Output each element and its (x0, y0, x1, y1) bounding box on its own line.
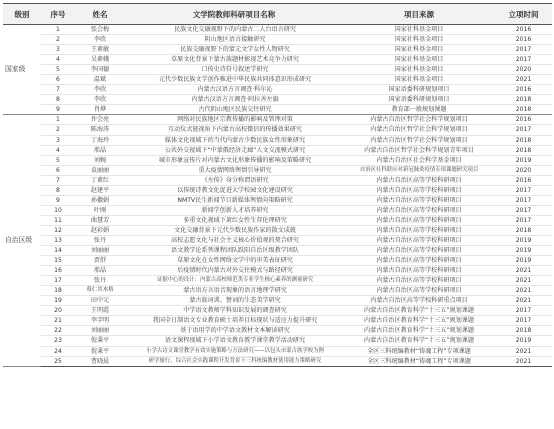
number-cell: 4 (41, 145, 75, 155)
project-source-cell: 内蒙古自治区教育科学“十三五”规划课题 (343, 306, 495, 316)
year-cell: 2019 (495, 235, 552, 245)
name-cell: 肖烨 (75, 105, 125, 115)
project-source-cell: 国家社科基金项目 (343, 25, 495, 35)
project-source-cell: 内蒙古自治区高等学校科研项目 (343, 175, 495, 185)
project-title-cell: 城市形象宣传片对内蒙古文化形象传播的影响及策略研究 (125, 155, 343, 165)
name-cell: 曹晓晨 (75, 356, 125, 366)
number-cell: 4 (41, 55, 75, 65)
project-source-cell: 内蒙古自治区高等学校科研项目 (343, 195, 495, 205)
table-row (3, 135, 552, 145)
project-title-cell: 语文教学论系列课程团队跃阳自治区级教学团队 (125, 246, 343, 256)
project-title-cell: 多重文化视域下萧红女性生存伦理研究 (125, 215, 343, 225)
project-title-cell: 重大疫情网络舆情引导研究 (125, 165, 343, 175)
project-source-cell: 教育部一般规划课题 (343, 105, 495, 115)
research-projects-table (3, 3, 552, 367)
header-project-title: 文学院教师科研项目名称 (125, 4, 343, 25)
number-cell: 21 (41, 316, 75, 326)
number-cell: 6 (41, 75, 75, 85)
project-title-cell: 我国全日制语文专业教育硕士培养目标现状与适应力提升研究 (125, 316, 343, 326)
year-cell: 2016 (495, 35, 552, 45)
header-level: 级别 (3, 4, 41, 25)
number-cell: 19 (41, 296, 75, 306)
number-cell: 8 (41, 185, 75, 195)
project-source-cell: 国家社科基金项目 (343, 75, 495, 85)
name-cell: 曲慧芳 (75, 215, 125, 225)
number-cell: 22 (41, 326, 75, 336)
project-source-cell: 内蒙古自治区高等学校科研项目 (343, 215, 495, 225)
year-cell: 2017 (495, 205, 552, 215)
project-source-cell: 内蒙古自治区高等学校科研重点项目 (343, 296, 495, 306)
table-row (3, 75, 552, 85)
name-cell: 张丹 (75, 235, 125, 245)
year-cell: 2018 (495, 135, 552, 145)
project-title-cell: 口传史诗符号叙述学研究 (125, 65, 343, 75)
year-cell: 2017 (495, 45, 552, 55)
name-cell: 邢晶 (75, 266, 125, 276)
number-cell: 20 (41, 306, 75, 316)
project-source-cell: 国家社科基金项目 (343, 45, 495, 55)
name-cell: 丁素红 (75, 175, 125, 185)
table-row (3, 25, 552, 35)
name-cell: 赵建平 (75, 185, 125, 195)
table-header-row (3, 4, 552, 25)
year-cell: 2016 (495, 85, 552, 95)
name-cell: 孙徽娟 (75, 195, 125, 205)
number-cell: 1 (41, 25, 75, 35)
year-cell: 2018 (495, 326, 552, 336)
table-row (3, 205, 552, 215)
year-cell: 2017 (495, 306, 552, 316)
project-title-cell: 新闻学创新人才培养研究 (125, 205, 343, 215)
project-source-cell: 国家社科基金项目 (343, 35, 495, 45)
project-source-cell: 国家语委科研规划项目 (343, 85, 495, 95)
name-cell: 李国德 (75, 65, 125, 75)
year-cell: 2021 (495, 75, 552, 85)
table-row (3, 316, 552, 326)
table-row (3, 95, 552, 105)
year-cell: 2018 (495, 105, 552, 115)
project-title-cell: 蒙古族诃训、赞词的生态美学研究 (125, 296, 343, 306)
project-title-cell: 蒙古语方言语音现象的语言地理学研究 (125, 286, 343, 296)
project-title-cell: 阴山地区语言接触研究 (125, 35, 343, 45)
project-title-cell: 草原文化在女性网络文学中的审美表征研究 (125, 256, 343, 266)
project-source-cell: 内蒙古自治区高等学校科研项目 (343, 185, 495, 195)
year-cell: 2019 (495, 256, 552, 266)
level-cell: 国家级 (3, 25, 41, 115)
year-cell: 2018 (495, 145, 552, 155)
project-title-cell: 互动仪式链视角下内蒙古高校微信的传播效果研究 (125, 125, 343, 135)
name-cell: 田中元 (75, 296, 125, 306)
name-cell: 刘丽丽 (75, 246, 125, 256)
table-row (3, 326, 552, 336)
year-cell: 2019 (495, 246, 552, 256)
table-row (3, 246, 552, 256)
project-source-cell: 国家社科基金项目 (343, 65, 495, 75)
header-year: 立项时间 (495, 4, 552, 25)
year-cell: 2017 (495, 215, 552, 225)
table-row (3, 306, 552, 316)
number-cell: 14 (41, 246, 75, 256)
project-title-cell: 元代少数民族文学创作推进中华民族共同体意识形成研究 (125, 75, 343, 85)
table-row (3, 125, 552, 135)
project-title-cell: 研学旅行、综合社会实践课程开发背景下三科统编教材使用能力策略研究 (125, 356, 343, 366)
table-body (3, 25, 552, 367)
year-cell: 2019 (495, 336, 552, 346)
year-cell: 2021 (495, 266, 552, 276)
name-cell: 袁丽丽 (75, 165, 125, 175)
number-cell: 3 (41, 45, 75, 55)
table-row (3, 296, 552, 306)
project-title-cell: 民族文化交融视野下的内蒙古二人台语言研究 (125, 25, 343, 35)
year-cell: 2017 (495, 185, 552, 195)
number-cell: 18 (41, 286, 75, 296)
table-row (3, 145, 552, 155)
table-row (3, 346, 552, 356)
year-cell: 2018 (495, 95, 552, 105)
name-cell: 倪秉平 (75, 346, 125, 356)
name-cell: 王素敏 (75, 45, 125, 55)
project-title-cell: 公共外交视域下“中蒙俄经济走廊”人文交流模式研究 (125, 145, 343, 155)
project-source-cell: 内蒙古自治区高等学校科研项目 (343, 256, 495, 266)
year-cell: 2021 (495, 346, 552, 356)
project-title-cell: 基于语用学的中学语文教材文本解读研究 (125, 326, 343, 336)
name-cell: 张会梅 (75, 25, 125, 35)
year-cell: 2016 (495, 115, 552, 125)
number-cell: 5 (41, 155, 75, 165)
number-cell: 23 (41, 336, 75, 346)
project-title-cell: 高校志愿文化与社会主义核心价值观的契合研究 (125, 235, 343, 245)
year-cell: 2017 (495, 125, 552, 135)
project-source-cell: 国家语委科研规划项目 (343, 95, 495, 105)
project-source-cell: 内蒙古自治区高等学校科研项目 (343, 246, 495, 256)
name-cell: 丁海玲 (75, 135, 125, 145)
project-source-cell: 内蒙古自治区高等学校科研项目 (343, 235, 495, 245)
name-cell: 陈海涛 (75, 125, 125, 135)
project-source-cell: 全区三科统编教材“铸魂工程”专项课题 (343, 346, 495, 356)
project-title-cell: 民族交融视野下的蒙元文学女性人物研究 (125, 45, 343, 55)
name-cell: 王明霞 (75, 306, 125, 316)
project-source-cell: 内蒙古自治区教育科学“十三五”规划课题 (343, 316, 495, 326)
project-source-cell: 内蒙古自治区高等学校科研项目 (343, 286, 495, 296)
year-cell: 2021 (495, 286, 552, 296)
name-cell: 蔡仁其木格 (75, 286, 125, 296)
table-row (3, 45, 552, 55)
project-title-cell: 文化交融背景下元代少数民族作家的散文成就 (125, 225, 343, 235)
name-cell: 倪秉平 (75, 336, 125, 346)
number-cell: 6 (41, 165, 75, 175)
table-row (3, 235, 552, 245)
name-cell: 李欣 (75, 35, 125, 45)
header-number: 序号 (41, 4, 75, 25)
table-row (3, 155, 552, 165)
name-cell: 李字明 (75, 316, 125, 326)
year-cell: 2021 (495, 276, 552, 286)
project-source-cell: 内蒙古自治区高等学校科研项目 (343, 205, 495, 215)
number-cell: 11 (41, 215, 75, 225)
name-cell: 温斌 (75, 75, 125, 85)
table-row (3, 105, 552, 115)
number-cell: 7 (41, 175, 75, 185)
name-cell: 吴素娥 (75, 55, 125, 65)
project-source-cell: 内蒙古自治区社会科学基金项目 (343, 155, 495, 165)
project-table-container (3, 3, 552, 367)
number-cell: 13 (41, 235, 75, 245)
name-cell: 张丹 (75, 276, 125, 286)
table-row (3, 195, 552, 205)
table-row (3, 55, 552, 65)
year-cell: 2017 (495, 195, 552, 205)
year-cell: 2016 (495, 25, 552, 35)
project-source-cell: 内蒙古自治区高等学校科研项目 (343, 276, 495, 286)
table-row (3, 256, 552, 266)
name-cell: 李欣 (75, 95, 125, 105)
table-row (3, 266, 552, 276)
project-title-cell: 《左传》身分称谓语研究 (125, 175, 343, 185)
number-cell: 10 (41, 205, 75, 215)
project-source-cell: 内蒙古自治区高等学校科研项目 (343, 225, 495, 235)
number-cell: 24 (41, 346, 75, 356)
name-cell: 李欣 (75, 85, 125, 95)
year-cell: 2021 (495, 356, 552, 366)
table-row (3, 225, 552, 235)
name-cell: 刘婉 (75, 155, 125, 165)
project-source-cell: 内蒙古自治区教育科学“十三五”规划课题 (343, 326, 495, 336)
project-title-cell: 小学古诗文课堂教学有效实施策略与方法研究——以包头市蒙古族学校为例 (125, 346, 343, 356)
project-title-cell: 以传统诗教文化促进大学校园文化建设研究 (125, 185, 343, 195)
project-title-cell: 媒体文化视域下的当代内蒙古少数民族女性形象研究 (125, 135, 343, 145)
number-cell: 2 (41, 125, 75, 135)
number-cell: 9 (41, 105, 75, 115)
number-cell: 16 (41, 266, 75, 276)
project-title-cell: 古代阴山地区民族交往研究 (125, 105, 343, 115)
name-cell: 许会亮 (75, 115, 125, 125)
level-cell: 自治区级 (3, 115, 41, 366)
number-cell: 2 (41, 35, 75, 45)
project-source-cell: 内蒙古自治区哲学社会科学规划项目 (343, 115, 495, 125)
year-cell: 2020 (495, 65, 552, 75)
header-name: 姓名 (75, 4, 125, 25)
project-source-cell: 内蒙古自治区高等学校科研项目 (343, 266, 495, 276)
year-cell: 2017 (495, 316, 552, 326)
year-cell: 2019 (495, 155, 552, 165)
number-cell: 3 (41, 135, 75, 145)
table-row (3, 276, 552, 286)
number-cell: 17 (41, 276, 75, 286)
name-cell: 叶刚 (75, 205, 125, 215)
table-row (3, 286, 552, 296)
name-cell: 邢晶 (75, 145, 125, 155)
table-row (3, 85, 552, 95)
year-cell: 2021 (495, 296, 552, 306)
project-title-cell: 内蒙古汉语方言调查·科尔沁 (125, 85, 343, 95)
project-title-cell: 内蒙古汉语方言调查·阿拉善左旗 (125, 95, 343, 105)
number-cell: 1 (41, 115, 75, 125)
number-cell: 9 (41, 195, 75, 205)
table-row (3, 336, 552, 346)
year-cell: 2018 (495, 225, 552, 235)
project-title-cell: 证据中心的设计：内蒙古高校师范类专业学生核心素养的测量研究 (125, 276, 343, 286)
project-source-cell: 内蒙古自治区哲学社会科学规划青年项目 (343, 145, 495, 155)
project-source-cell: 内蒙古自治区哲学社会科学规划项目 (343, 125, 495, 135)
project-title-cell: 草原文化背景下蒙古族题材影视艺术竞争力研究 (125, 55, 343, 65)
year-cell: 2020 (495, 165, 552, 175)
table-row (3, 175, 552, 185)
number-cell: 25 (41, 356, 75, 366)
number-cell: 8 (41, 95, 75, 105)
table-row (3, 65, 552, 75)
project-source-cell: 内蒙古自治区哲学社会科学规划项目 (343, 135, 495, 145)
number-cell: 7 (41, 85, 75, 95)
project-source-cell: 内蒙古自治区教育科学“十三五”规划课题 (343, 336, 495, 346)
project-title-cell: 后疫情时代内蒙古对外交往模式与路径研究 (125, 266, 343, 276)
table-row (3, 185, 552, 195)
project-source-cell: 国家社科基金项目 (343, 55, 495, 65)
table-row (3, 215, 552, 225)
name-cell: 刘丽丽 (75, 326, 125, 336)
number-cell: 12 (41, 225, 75, 235)
table-row (3, 35, 552, 45)
number-cell: 5 (41, 65, 75, 75)
table-row (3, 356, 552, 366)
year-cell: 2017 (495, 55, 552, 65)
header-project-source: 项目来源 (343, 4, 495, 25)
number-cell: 15 (41, 256, 75, 266)
name-cell: 赵彩娟 (75, 225, 125, 235)
project-title-cell: 网络对民族地区宗教传播的影响及管理对策 (125, 115, 343, 125)
table-row (3, 115, 552, 125)
project-source-cell: 自治区社科联应对新冠肺炎疫情专项课题研究项目 (343, 165, 495, 175)
table-row (3, 165, 552, 175)
project-source-cell: 全区三科统编教材“铸魂工程”专项课题 (343, 356, 495, 366)
project-title-cell: 中学语文教师学科知识发展的调查研究 (125, 306, 343, 316)
project-title-cell: 语文课程视域下小学语文教育教学课堂教学活动研究 (125, 336, 343, 346)
year-cell: 2016 (495, 175, 552, 185)
project-title-cell: NMTV民生新闻节目新媒体舆情向策略研究 (125, 195, 343, 205)
name-cell: 贾舒 (75, 256, 125, 266)
